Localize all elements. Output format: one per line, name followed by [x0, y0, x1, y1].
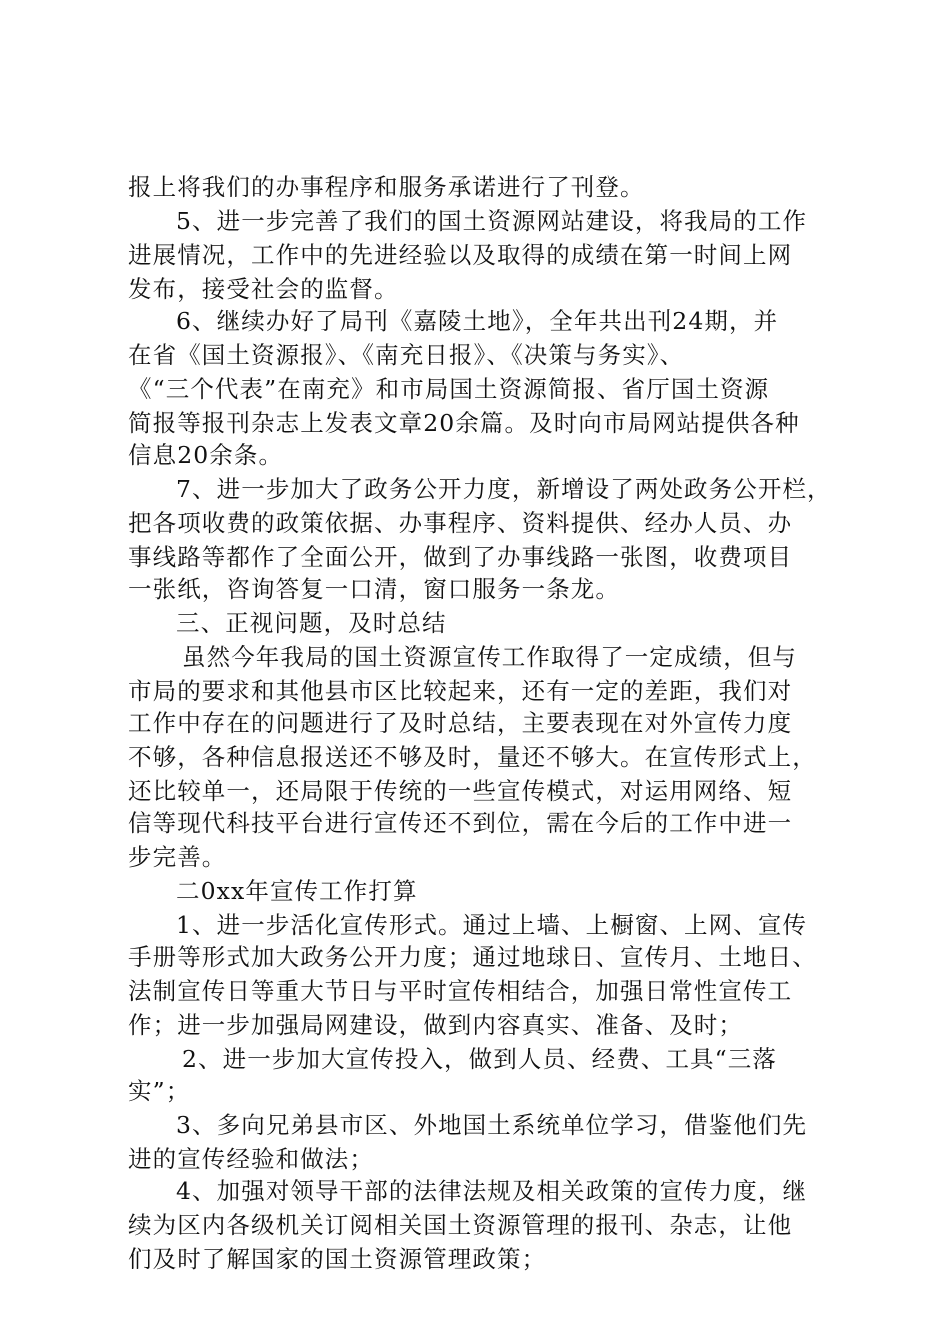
text-line-8: 简报等报刊杂志上发表文章20余篇。及时向市局网站提供各种 [128, 409, 800, 437]
section-heading: 三、正视问题，及时总结 [176, 609, 447, 637]
text-line-9: 信息20余条。 [128, 441, 284, 469]
text-line-26: 作；进一步加强局网建设，做到内容真实、准备、及时； [128, 1011, 743, 1039]
text-line-16: 市局的要求和其他县市区比较起来，还有一定的差距，我们对 [128, 677, 793, 705]
plan-heading: 二0xx年宣传工作打算 [176, 877, 418, 905]
text-line-27: 2、进一步加大宣传投入，做到人员、经费、工具“三落 [182, 1045, 777, 1073]
text-line-15: 虽然今年我局的国土资源宣传工作取得了一定成绩，但与 [182, 643, 797, 671]
text-line-10: 7、进一步加大了政务公开力度，新增设了两处政务公开栏， [176, 475, 832, 503]
text-line-7: 《“三个代表”在南充》和市局国土资源简报、省厅国土资源 [128, 375, 770, 403]
text-line-28: 实”； [128, 1077, 191, 1105]
text-line-31: 4、加强对领导干部的法律法规及相关政策的宣传力度，继 [176, 1177, 808, 1205]
text-line-25: 法制宣传日等重大节日与平时宣传相结合，加强日常性宣传工 [128, 977, 793, 1005]
text-line-13: 一张纸，咨询答复一口清，窗口服务一条龙。 [128, 575, 620, 603]
text-line-5: 6、继续办好了局刊《嘉陵土地》，全年共出刊24期，并 [176, 307, 779, 335]
text-line-3: 进展情况，工作中的先进经验以及取得的成绩在第一时间上网 [128, 241, 793, 269]
text-line-24: 手册等形式加大政务公开力度；通过地球日、宣传月、土地日、 [128, 943, 817, 971]
text-line-11: 把各项收费的政策依据、办事程序、资料提供、经办人员、办 [128, 509, 793, 537]
text-line-32: 续为区内各级机关订阅相关国土资源管理的报刊、杂志，让他 [128, 1211, 793, 1239]
text-line-2: 5、进一步完善了我们的国土资源网站建设，将我局的工作 [176, 207, 808, 235]
text-line-1: 报上将我们的办事程序和服务承诺进行了刊登。 [128, 173, 645, 201]
text-line-12: 事线路等都作了全面公开，做到了办事线路一张图，收费项目 [128, 543, 793, 571]
text-line-30: 进的宣传经验和做法； [128, 1145, 374, 1173]
text-line-33: 们及时了解国家的国土资源管理政策； [128, 1245, 547, 1273]
text-line-6: 在省《国土资源报》、《南充日报》、《决策与务实》、 [128, 341, 685, 369]
text-line-18: 不够，各种信息报送还不够及时，量还不够大。在宣传形式上， [128, 743, 817, 771]
text-line-4: 发布，接受社会的监督。 [128, 275, 399, 303]
text-line-20: 信等现代科技平台进行宣传还不到位，需在今后的工作中进一 [128, 809, 793, 837]
text-line-21: 步完善。 [128, 843, 227, 871]
text-line-29: 3、多向兄弟县市区、外地国土系统单位学习，借鉴他们先 [176, 1111, 808, 1139]
text-line-23: 1、进一步活化宣传形式。通过上墙、上橱窗、上网、宣传 [176, 911, 808, 939]
text-line-19: 还比较单一，还局限于传统的一些宣传模式，对运用网络、短 [128, 777, 793, 805]
text-line-17: 工作中存在的问题进行了及时总结，主要表现在对外宣传力度 [128, 709, 793, 737]
